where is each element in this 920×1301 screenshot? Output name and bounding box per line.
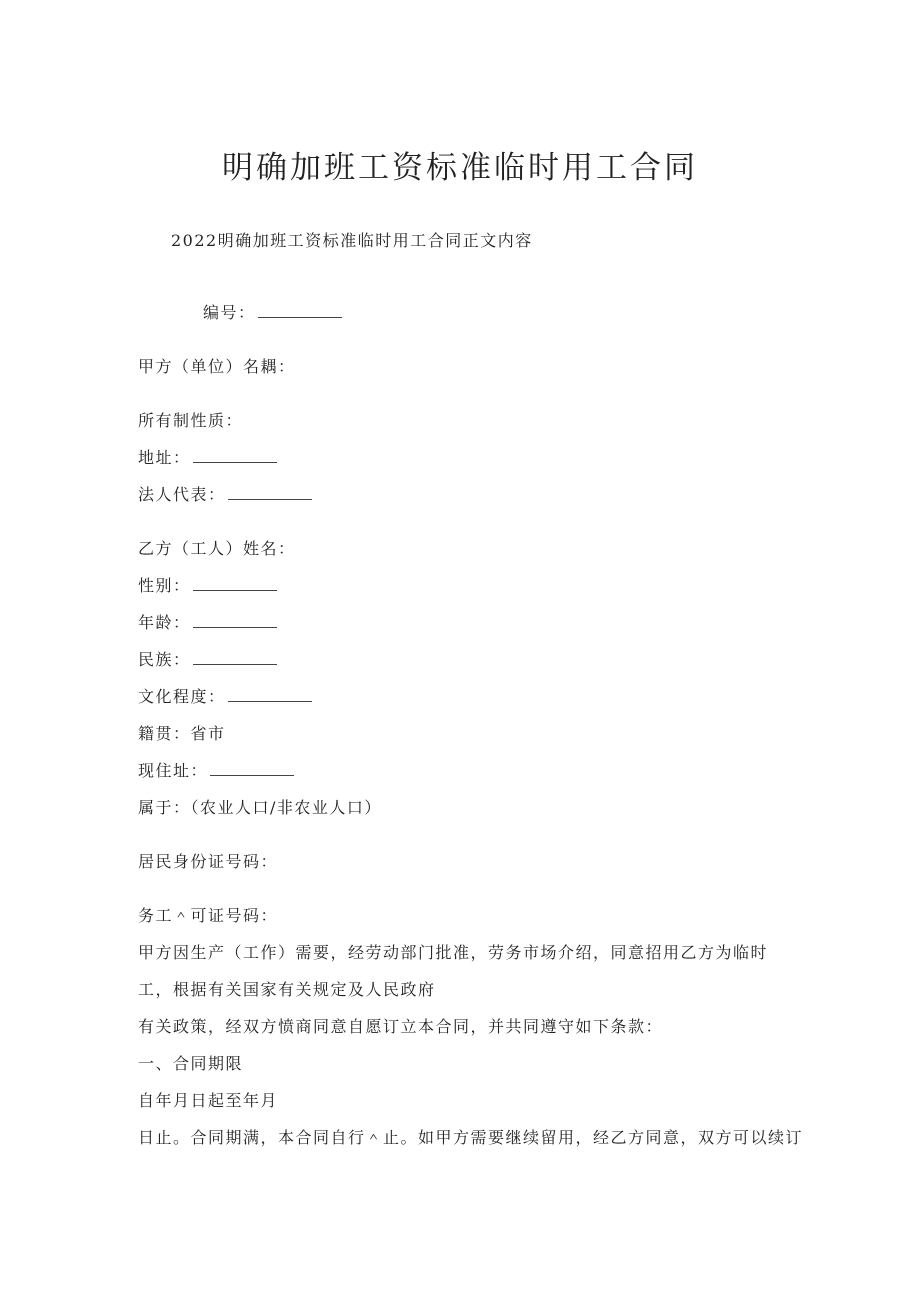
contract-number-label: 编号： [203,303,256,322]
party-b-age-label: 年龄： [138,613,191,632]
party-a-address-field [138,447,277,469]
party-b-native-place-label: 籍贯：省市 [138,724,226,743]
section-1-line-1: 自年月日起至年月 [138,1091,279,1110]
party-a-legal-rep-field [138,484,312,506]
party-b-belongs-label: 属于：（农业人口/非农业人口） [138,798,382,817]
party-b-age-blank [193,613,277,628]
document-title: 明确加班工资标准临时用工合同 [222,150,698,186]
party-b-gender-label: 性别： [138,576,191,595]
party-b-education-blank [228,687,312,702]
party-b-education-label: 文化程度： [138,687,226,706]
party-b-current-address-label: 现住址： [138,761,209,780]
party-b-current-address-blank [210,761,294,776]
party-b-gender-blank [193,576,277,591]
party-b-ethnicity-label: 民族： [138,650,191,669]
party-b-age-field [138,612,277,634]
party-b-id-number-label: 居民身份证号码： [138,852,279,871]
party-a-address-label: 地址： [138,448,191,467]
body-paragraph-1-line-3: 有关政策，经双方愤商同意自愿订立本合同，并共同遵守如下条款： [138,1017,664,1036]
party-a-ownership-label: 所有制性质： [138,411,244,430]
body-paragraph-1-line-2: 工，根据有关国家有关规定及人民政府 [138,980,436,999]
party-a-address-blank [193,448,277,463]
party-a-legal-rep-blank [228,485,312,500]
party-b-name-label: 乙方（工人）姓名： [138,539,296,558]
body-paragraph-1-line-1: 甲方因生产（工作）需要，经劳动部门批准，劳务市场介绍，同意招用乙方为临时 [138,943,769,962]
party-b-current-address-field [138,760,294,782]
party-b-work-permit-label: 务工＾可证号码： [138,906,279,925]
party-b-ethnicity-field [138,649,277,671]
party-a-name-label: 甲方（单位）名耦： [138,357,296,376]
section-1-line-2: 日止。合同期满，本合同自行＾止。如甲方需要继续留用，经乙方同意，双方可以续订 [138,1128,804,1147]
contract-number-blank [258,303,342,318]
document-subtitle: 2022明确加班工资标准临时用工合同正文内容 [171,231,533,250]
party-b-ethnicity-blank [193,650,277,665]
party-b-gender-field [138,575,277,597]
section-1-heading: 一、合同期限 [138,1054,244,1073]
party-b-education-field [138,686,312,708]
contract-number-field [203,302,342,324]
party-a-legal-rep-label: 法人代表： [138,485,226,504]
